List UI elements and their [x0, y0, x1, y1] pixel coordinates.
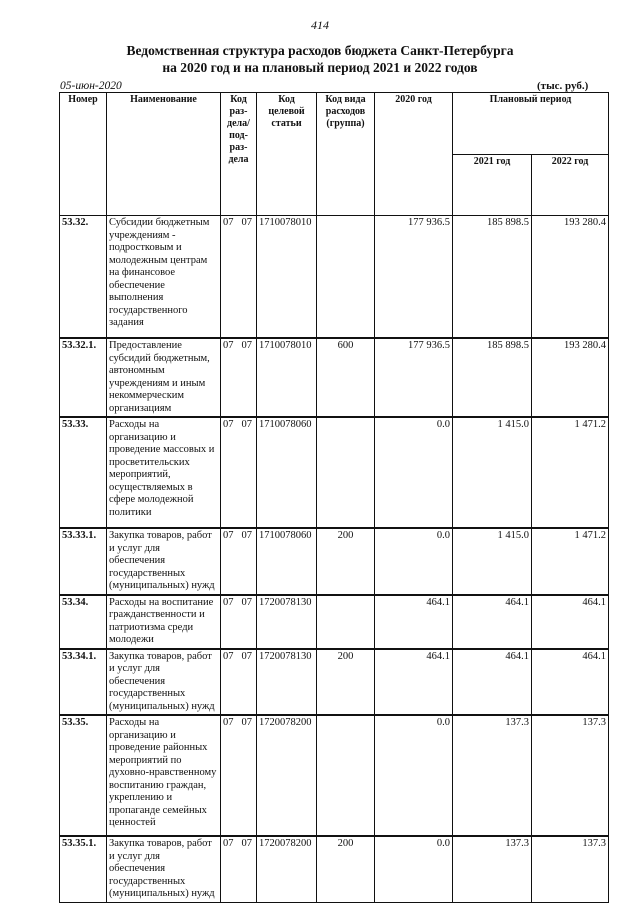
table-header [60, 93, 609, 216]
row-name: Расходы на воспитание гражданственности и патриотизма среди молодежи [107, 595, 221, 648]
header-2022: 2022 год [532, 154, 609, 216]
row-name: Расходы на организацию и проведение массовых и просветительских мероприятий, осуществляемых в сфере молодежной политики [107, 418, 221, 528]
row-value-2021: 1 415.0 [453, 529, 532, 595]
row-value-2022: 1 471.2 [532, 418, 609, 528]
budget-table [59, 92, 609, 903]
row-target-code: 1720078200 [257, 716, 317, 836]
row-section-code [221, 837, 257, 903]
row-number: 53.32. [60, 216, 107, 338]
subsection-code: 07 [241, 340, 252, 351]
row-name: Предоставление субсидий бюджетным, автономным учреждениям и иным некоммерческим организациям [107, 339, 221, 417]
row-number: 53.32.1. [60, 339, 107, 417]
row-expense-type [317, 216, 375, 338]
row-expense-type [317, 595, 375, 648]
row-section-code [221, 649, 257, 715]
header-section-code: Код раз-дела/ под-раз-дела [221, 93, 257, 216]
table-row [60, 418, 609, 528]
table-row [60, 339, 609, 417]
row-name: Субсидии бюджетным учреждениям - подростковым и молодежным центрам на финансовое обеспечение выполнения государственного задания [107, 216, 221, 338]
section-code: 07 [223, 217, 234, 228]
row-value-2020: 0.0 [375, 529, 453, 595]
section-code: 07 [223, 650, 234, 662]
row-target-code: 1710078010 [257, 216, 317, 338]
subsection-code: 07 [241, 650, 252, 662]
table-row [60, 529, 609, 595]
table-row [60, 595, 609, 648]
row-value-2021: 1 415.0 [453, 418, 532, 528]
units-label: (тыс. руб.) [537, 80, 589, 92]
row-value-2020: 177 936.5 [375, 216, 453, 338]
title-line-2: на 2020 год и на плановый период 2021 и 2022 годов [162, 60, 478, 75]
section-code: 07 [223, 596, 234, 608]
row-expense-type [317, 716, 375, 836]
row-target-code: 1710078060 [257, 418, 317, 528]
row-value-2022: 464.1 [532, 649, 609, 715]
row-number: 53.33. [60, 418, 107, 528]
row-target-code: 1710078060 [257, 529, 317, 595]
row-value-2021: 185 898.5 [453, 216, 532, 338]
row-value-2020: 0.0 [375, 418, 453, 528]
row-value-2021: 464.1 [453, 595, 532, 648]
header-plan-period: Плановый период [453, 93, 609, 155]
subsection-code: 07 [241, 838, 252, 849]
row-value-2020: 177 936.5 [375, 339, 453, 417]
header-number: Номер [60, 93, 107, 216]
row-value-2020: 464.1 [375, 649, 453, 715]
row-value-2021: 137.3 [453, 716, 532, 836]
table-row [60, 716, 609, 836]
row-value-2021: 185 898.5 [453, 339, 532, 417]
row-section-code [221, 595, 257, 648]
row-section-code [221, 529, 257, 595]
row-expense-type: 200 [317, 837, 375, 903]
row-value-2020: 464.1 [375, 595, 453, 648]
header-target-code: Код целевой статьи [257, 93, 317, 216]
row-number: 53.35.1. [60, 837, 107, 903]
row-expense-type: 200 [317, 649, 375, 715]
row-value-2022: 1 471.2 [532, 529, 609, 595]
row-name: Закупка товаров, работ и услуг для обеспечения государственных (муниципальных) нужд [107, 837, 221, 903]
subsection-code: 07 [241, 596, 252, 608]
row-value-2021: 137.3 [453, 837, 532, 903]
table-row [60, 837, 609, 903]
row-value-2022: 193 280.4 [532, 339, 609, 417]
row-section-code [221, 418, 257, 528]
row-target-code: 1720078200 [257, 837, 317, 903]
section-code: 07 [223, 717, 234, 728]
row-value-2022: 137.3 [532, 716, 609, 836]
row-number: 53.34.1. [60, 649, 107, 715]
row-value-2022: 464.1 [532, 595, 609, 648]
row-expense-type [317, 418, 375, 528]
section-code: 07 [223, 838, 234, 849]
subsection-code: 07 [241, 717, 252, 728]
row-value-2022: 193 280.4 [532, 216, 609, 338]
row-number: 53.35. [60, 716, 107, 836]
row-section-code [221, 339, 257, 417]
row-value-2021: 464.1 [453, 649, 532, 715]
row-section-code [221, 716, 257, 836]
row-section-code [221, 216, 257, 338]
table-row [60, 649, 609, 715]
row-value-2020: 0.0 [375, 837, 453, 903]
section-code: 07 [223, 419, 234, 430]
table-body [60, 216, 609, 903]
subsection-code: 07 [241, 530, 252, 541]
row-number: 53.34. [60, 595, 107, 648]
subsection-code: 07 [241, 217, 252, 228]
header-name: Наименование [107, 93, 221, 216]
document-title [0, 42, 640, 76]
header-2021: 2021 год [453, 154, 532, 216]
row-name: Закупка товаров, работ и услуг для обеспечения государственных (муниципальных) нужд [107, 649, 221, 715]
page-number: 414 [311, 18, 329, 32]
header-expense-type: Код вида расходов (группа) [317, 93, 375, 216]
row-number: 53.33.1. [60, 529, 107, 595]
row-value-2022: 137.3 [532, 837, 609, 903]
row-expense-type: 200 [317, 529, 375, 595]
report-date: 05-июн-2020 [60, 80, 122, 92]
row-expense-type: 600 [317, 339, 375, 417]
row-value-2020: 0.0 [375, 716, 453, 836]
row-target-code: 1710078010 [257, 339, 317, 417]
table-row [60, 216, 609, 338]
row-target-code: 1720078130 [257, 595, 317, 648]
section-code: 07 [223, 340, 234, 351]
title-line-1: Ведомственная структура расходов бюджета Санкт-Петербурга [126, 43, 514, 58]
section-code: 07 [223, 530, 234, 541]
subsection-code: 07 [241, 419, 252, 430]
row-name: Расходы на организацию и проведение районных мероприятий по духовно-нравственному воспитанию граждан, укреплению и пропаганде семейных ценностей [107, 716, 221, 836]
header-2020: 2020 год [375, 93, 453, 216]
row-name: Закупка товаров, работ и услуг для обеспечения государственных (муниципальных) нужд [107, 529, 221, 595]
row-target-code: 1720078130 [257, 649, 317, 715]
